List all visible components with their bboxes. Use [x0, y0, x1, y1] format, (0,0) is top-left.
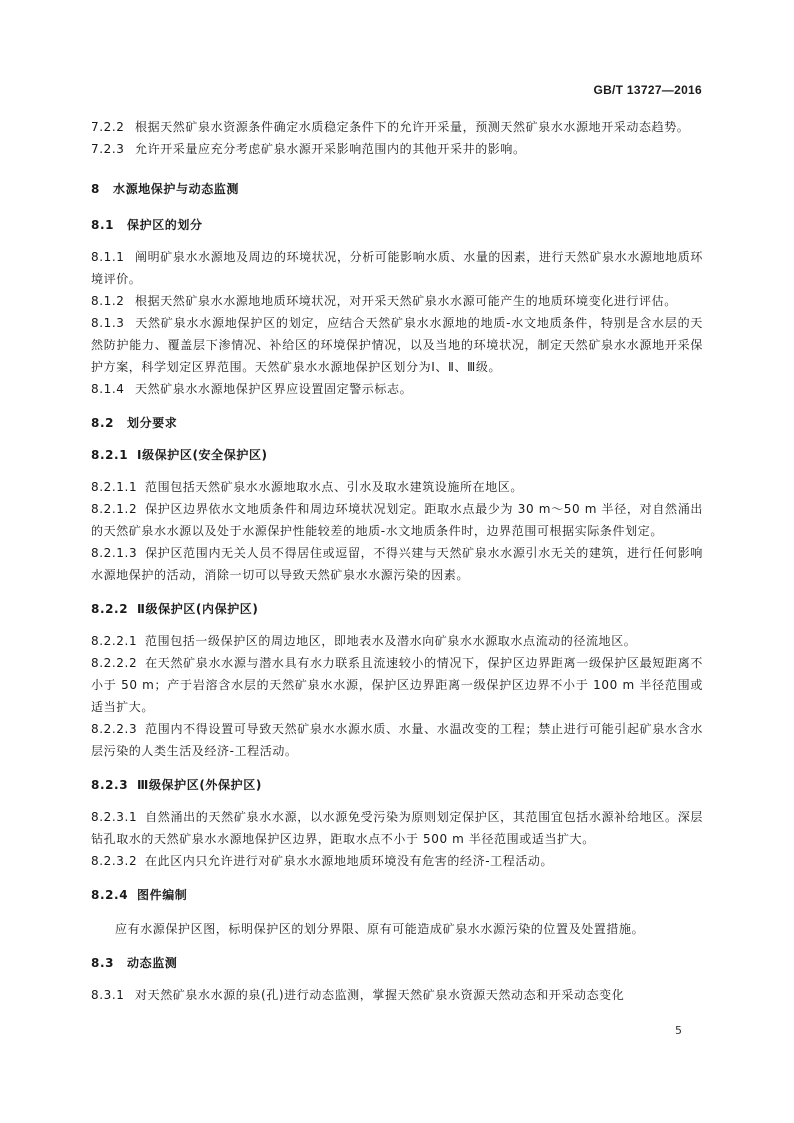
clause-text: 天然矿泉水水源地保护区的划定，应结合天然矿泉水水源地的地质-水文地质条件，特别是含水层的天然防护能力、覆盖层下渗情况、补给区的环境保护情况，以及当地的环境状况，制定天然矿泉水水源地开采保护方案，科学划定区界范围。天然矿泉水水源地保护区划分为Ⅰ、Ⅱ、Ⅲ级。: [91, 316, 703, 374]
clause-number: 8.2.1.1: [91, 480, 138, 494]
clause-number: 8.1.2: [91, 294, 125, 308]
clause-text: 阐明矿泉水水源地及周边的环境状况，分析可能影响水质、水量的因素，进行天然矿泉水水源地地质环境评价。: [91, 250, 703, 286]
section-title: Ⅰ级保护区(安全保护区): [137, 448, 268, 462]
section-number: 8.2.3: [91, 778, 129, 792]
clause-number: 7.2.2: [91, 120, 125, 134]
clause-text: 自然涌出的天然矿泉水水源，以水源免受污染为原则划定保护区，其范围宜包括水源补给地区。深层钻孔取水的天然矿泉水水源地保护区边界，距取水点不小于 500 m 半径范围或适当扩大。: [91, 810, 703, 846]
clause-8-2-1-3: [91, 542, 703, 586]
section-number: 8.2.1: [91, 448, 129, 462]
clause-number: 8.2.3.1: [91, 810, 138, 824]
section-heading-8-1: [91, 214, 703, 236]
clause-text: 对天然矿泉水水源的泉(孔)进行动态监测，掌握天然矿泉水资源天然动态和开采动态变化: [135, 988, 625, 1002]
clause-8-2-1-2: [91, 498, 703, 542]
clause-text: 根据天然矿泉水水源地地质环境状况，对开采天然矿泉水水源可能产生的地质环境变化进行评估。: [135, 294, 677, 308]
section-title: 保护区的划分: [127, 218, 203, 232]
section-number: 8.2.4: [91, 888, 129, 902]
section-heading-8-2-4: [91, 884, 703, 906]
clause-number: 8.2.3.2: [91, 854, 138, 868]
clause-text: 在天然矿泉水水源与潜水具有水力联系且流速较小的情况下，保护区边界距离一级保护区最短距离不小于 50 m；产于岩溶含水层的天然矿泉水水源，保护区边界距离一级保护区边界不小于 100 m 半径范围或适当扩大。: [91, 656, 703, 714]
section-number: 8.1: [91, 218, 115, 232]
clause-8-1-1: [91, 246, 703, 290]
section-number: 8: [91, 182, 100, 196]
clause-7-2-2: [91, 116, 703, 138]
clause-8-2-2-2: [91, 652, 703, 718]
section-title: 图件编制: [137, 888, 188, 902]
clause-text: 在此区内只允许进行对矿泉水水源地地质环境没有危害的经济-工程活动。: [145, 854, 554, 868]
clause-number: 8.2.1.2: [91, 502, 138, 516]
clause-number: 8.2.2.2: [91, 656, 138, 670]
clause-text: 范围包括一级保护区的周边地区，即地表水及潜水向矿泉水水源取水点流动的径流地区。: [145, 634, 637, 648]
clause-text: 根据天然矿泉水资源条件确定水质稳定条件下的允许开采量，预测天然矿泉水水源地开采动态趋势。: [135, 120, 690, 134]
clause-text: 保护区边界依水文地质条件和周边环境状况划定。距取水点最少为 30 m～50 m 半径，对自然涌出的天然矿泉水水源以及处于水源保护性能较差的地质-水文地质条件时，边界范围可根据实际条件划定。: [91, 502, 703, 538]
page-number: 5: [675, 1024, 682, 1037]
clause-number: 8.2.2.1: [91, 634, 138, 648]
clause-text: 允许开采量应充分考虑矿泉水源开采影响范围内的其他开采井的影响。: [135, 142, 526, 156]
clause-8-1-2: [91, 290, 703, 312]
clause-8-1-4: [91, 378, 703, 400]
section-title: Ⅲ级保护区(外保护区): [137, 778, 262, 792]
section-number: 8.2: [91, 416, 115, 430]
clause-text: 范围包括天然矿泉水水源地取水点、引水及取水建筑设施所在地区。: [145, 480, 524, 494]
clause-number: 8.2.1.3: [91, 546, 138, 560]
paragraph-text: 应有水源保护区图，标明保护区的划分界限、原有可能造成矿泉水水源污染的位置及处置措施。: [115, 922, 645, 936]
clause-text: 保护区范围内无关人员不得居住或逗留，不得兴建与天然矿泉水水源引水无关的建筑，进行任何影响水源地保护的活动，消除一切可以导致天然矿泉水水源污染的因素。: [91, 546, 703, 582]
clause-8-1-3: [91, 312, 703, 378]
document-body: [91, 116, 703, 1006]
paragraph-figure-requirements: [91, 918, 703, 940]
clause-number: 8.3.1: [91, 988, 125, 1002]
clause-number: 7.2.3: [91, 142, 125, 156]
clause-8-2-3-1: [91, 806, 703, 850]
clause-8-3-1: [91, 984, 703, 1006]
section-heading-8: [91, 178, 703, 200]
section-heading-8-3: [91, 952, 703, 974]
section-title: 动态监测: [127, 956, 178, 970]
section-heading-8-2-1: [91, 444, 703, 466]
section-title: Ⅱ级保护区(内保护区): [137, 602, 259, 616]
clause-number: 8.1.4: [91, 382, 125, 396]
clause-8-2-3-2: [91, 850, 703, 872]
section-number: 8.3: [91, 956, 115, 970]
section-heading-8-2: [91, 412, 703, 434]
clause-8-2-1-1: [91, 476, 703, 498]
section-title: 水源地保护与动态监测: [113, 182, 240, 196]
section-heading-8-2-2: [91, 598, 703, 620]
clause-number: 8.1.1: [91, 250, 125, 264]
clause-7-2-3: [91, 138, 703, 160]
clause-8-2-2-3: [91, 718, 703, 762]
section-title: 划分要求: [127, 416, 178, 430]
standard-id-header: GB/T 13727—2016: [593, 83, 702, 97]
clause-text: 天然矿泉水水源地保护区界应设置固定警示标志。: [135, 382, 413, 396]
clause-text: 范围内不得设置可导致天然矿泉水水源水质、水量、水温改变的工程；禁止进行可能引起矿泉水含水层污染的人类生活及经济-工程活动。: [91, 722, 703, 758]
clause-number: 8.2.2.3: [91, 722, 138, 736]
section-number: 8.2.2: [91, 602, 129, 616]
section-heading-8-2-3: [91, 774, 703, 796]
clause-8-2-2-1: [91, 630, 703, 652]
clause-number: 8.1.3: [91, 316, 125, 330]
